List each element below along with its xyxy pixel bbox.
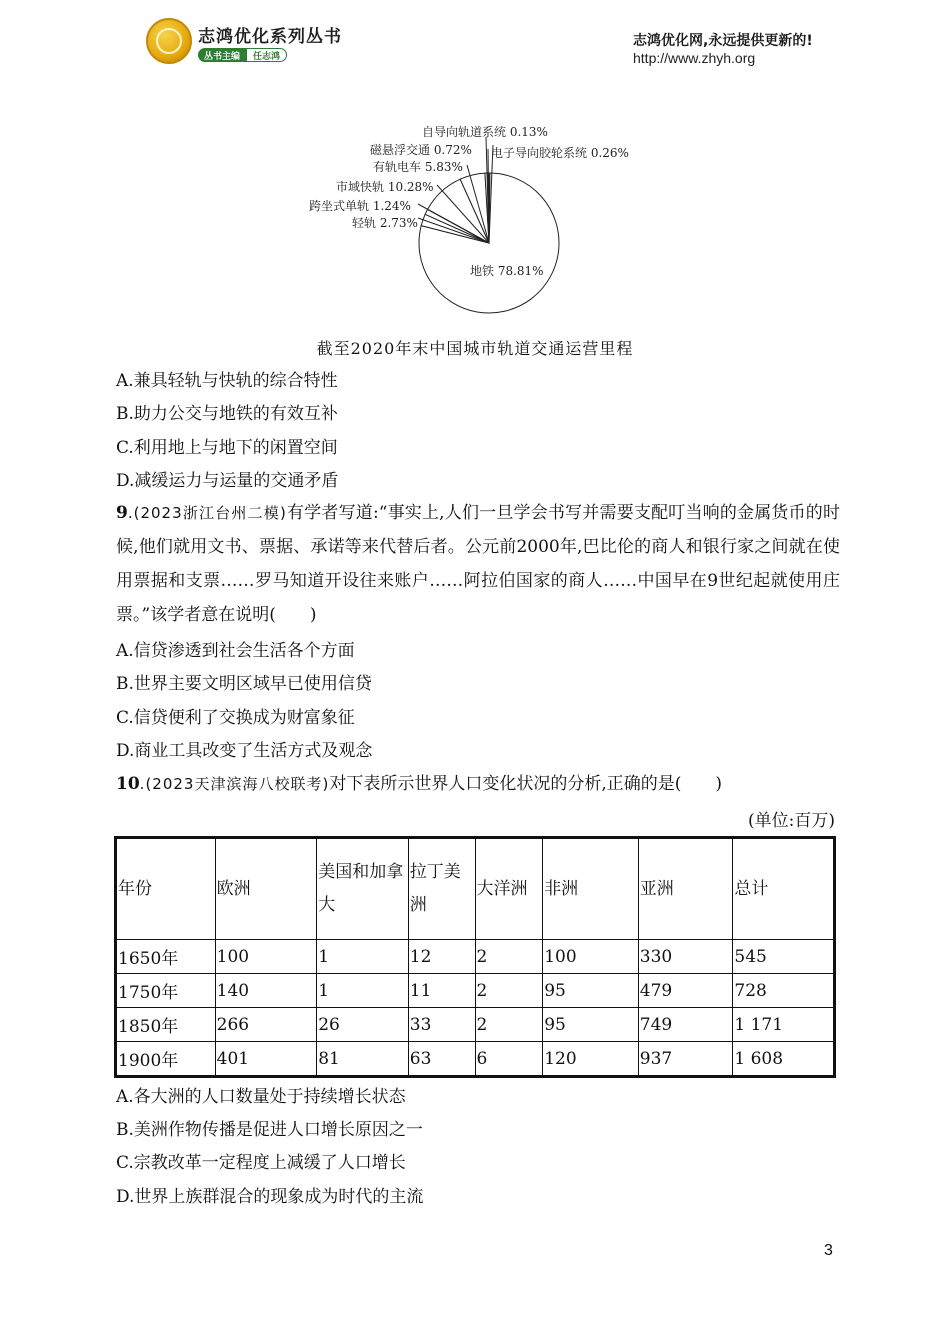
table-row [116, 940, 835, 974]
table-header-row [116, 838, 835, 940]
q8-option-d: D.减缓运力与运量的交通矛盾 [116, 471, 339, 491]
table-cell: 479 [638, 974, 733, 1008]
table-cell: 1650年 [116, 940, 216, 974]
table-cell: 545 [733, 940, 835, 974]
header-total: 总计 [733, 838, 835, 940]
q8-option-b: B.助力公交与地铁的有效互补 [116, 404, 338, 424]
table-cell: 95 [543, 974, 639, 1008]
header-oceania: 大洋洲 [475, 838, 543, 940]
series-title: 志鸿优化系列丛书 [198, 27, 342, 47]
pie-label-2: 轻轨 2.73% [352, 216, 418, 230]
pie-label-5: 有轨电车 5.83% [373, 160, 463, 174]
header-latin-america: 拉丁美洲 [408, 838, 475, 940]
header-us-canada: 美国和加拿大 [317, 838, 409, 940]
question-9 [116, 496, 840, 632]
header-europe: 欧洲 [215, 838, 317, 940]
table-unit: (单位:百万) [748, 811, 835, 831]
table-cell: 63 [408, 1042, 475, 1077]
table-cell: 2 [475, 974, 543, 1008]
pie-label-7: 自导向轨道系统 0.13% [422, 125, 548, 139]
table-cell: 26 [317, 1008, 409, 1042]
q10-option-b: B.美洲作物传播是促进人口增长原因之一 [116, 1120, 423, 1140]
table-cell: 2 [475, 1008, 543, 1042]
table-cell: 728 [733, 974, 835, 1008]
table-cell: 95 [543, 1008, 639, 1042]
table-cell: 749 [638, 1008, 733, 1042]
population-table [114, 836, 836, 1078]
q9-option-b: B.世界主要文明区域早已使用信贷 [116, 674, 372, 694]
question-number: 9 [116, 503, 128, 523]
pie-label-3: 跨坐式单轨 1.24% [309, 199, 411, 213]
table-cell: 2 [475, 940, 543, 974]
table-cell: 1750年 [116, 974, 216, 1008]
table-cell: 33 [408, 1008, 475, 1042]
header-year: 年份 [116, 838, 216, 940]
pie-label-8: 电子导向胶轮系统 0.26% [491, 146, 629, 160]
table-cell: 1 [317, 940, 409, 974]
header-africa: 非洲 [543, 838, 639, 940]
table-cell: 100 [543, 940, 639, 974]
table-row [116, 974, 835, 1008]
table-cell: 1 171 [733, 1008, 835, 1042]
table-row [116, 1042, 835, 1077]
pie-chart [290, 115, 670, 330]
q10-option-a: A.各大洲的人口数量处于持续增长状态 [116, 1087, 406, 1107]
question-10 [116, 772, 722, 796]
page-header [0, 0, 950, 80]
table-cell: 6 [475, 1042, 543, 1077]
table-cell: 1 608 [733, 1042, 835, 1077]
table-cell: 1900年 [116, 1042, 216, 1077]
table-cell: 100 [215, 940, 317, 974]
table-cell: 140 [215, 974, 317, 1008]
header-asia: 亚洲 [638, 838, 733, 940]
q8-option-c: C.利用地上与地下的闲置空间 [116, 438, 338, 458]
site-slogan: 志鸿优化网,永远提供更新的! [633, 33, 813, 49]
question-source: .(2023天津滨海八校联考) [139, 775, 330, 793]
q9-option-a: A.信贷渗透到社会生活各个方面 [116, 641, 355, 661]
question-number: 10 [116, 774, 140, 794]
table-cell: 1850年 [116, 1008, 216, 1042]
table-cell: 266 [215, 1008, 317, 1042]
table-cell: 401 [215, 1042, 317, 1077]
editor-name: 任志鸿 [246, 48, 287, 62]
page-number: 3 [824, 1242, 833, 1259]
table-row [116, 1008, 835, 1042]
pie-label-1: 地铁 78.81% [470, 264, 544, 278]
table-cell: 330 [638, 940, 733, 974]
table-cell: 1 [317, 974, 409, 1008]
pie-label-6: 磁悬浮交通 0.72% [370, 143, 472, 157]
question-stem: 对下表所示世界人口变化状况的分析,正确的是( ) [329, 774, 722, 794]
table-cell: 12 [408, 940, 475, 974]
table-cell: 11 [408, 974, 475, 1008]
q9-option-c: C.信贷便利了交换成为财富象征 [116, 708, 355, 728]
q10-option-c: C.宗教改革一定程度上减缓了人口增长 [116, 1153, 406, 1173]
table-cell: 937 [638, 1042, 733, 1077]
pie-label-4: 市域快轨 10.28% [336, 180, 434, 194]
table-cell: 120 [543, 1042, 639, 1077]
q10-option-d: D.世界上族群混合的现象成为时代的主流 [116, 1187, 424, 1207]
editor-badge [198, 48, 287, 62]
brand-logo-icon [146, 18, 192, 64]
question-source: .(2023浙江台州二模) [127, 504, 287, 522]
chart-title: 截至2020年末中国城市轨道交通运营里程 [316, 339, 634, 358]
site-url-link[interactable]: http://www.zhyh.org [633, 50, 756, 66]
editor-label: 丛书主编 [198, 48, 246, 62]
q9-option-d: D.商业工具改变了生活方式及观念 [116, 741, 373, 761]
table-cell: 81 [317, 1042, 409, 1077]
q8-option-a: A.兼具轻轨与快轨的综合特性 [116, 371, 338, 391]
question-stem: 有学者写道:“事实上,人们一旦学会书写并需要支配叮当响的金属货币的时候,他们就用文书、票据、承诺等来代替后者。公元前2000年,巴比伦的商人和银行家之间就在使用票据和支票……罗马知道开设往来账户……阿拉伯国家的商人……中国早在9世纪起就使用庄票。”该学者意在说明( ) [116, 503, 840, 625]
